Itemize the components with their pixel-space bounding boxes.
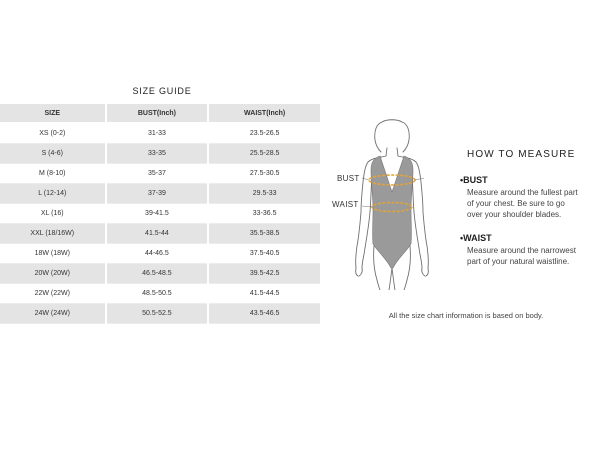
table-row (0, 204, 320, 224)
bust-instruction-line: Measure around the fullest part (467, 188, 578, 197)
how-to-measure-title: HOW TO MEASURE (467, 149, 576, 160)
cell-waist: 23.5-26.5 (209, 124, 320, 144)
bust-heading: •BUST (460, 175, 488, 185)
waist-label: WAIST (332, 200, 359, 209)
cell-bust: 31-33 (107, 124, 208, 144)
cell-size: XS (0-2) (0, 124, 105, 144)
cell-waist: 37.5-40.5 (209, 244, 320, 264)
table-row (0, 224, 320, 244)
footnote: All the size chart information is based on body. (388, 311, 544, 320)
cell-size: 22W (22W) (0, 284, 105, 304)
cell-size: 20W (20W) (0, 264, 105, 284)
cell-waist: 39.5-42.5 (209, 264, 320, 284)
cell-waist: 33-36.5 (209, 204, 320, 224)
cell-bust: 48.5-50.5 (107, 284, 208, 304)
body-measurement-figure (332, 118, 452, 290)
table-row (0, 304, 320, 324)
table-row (0, 184, 320, 204)
size-table (0, 104, 322, 324)
cell-waist: 27.5-30.5 (209, 164, 320, 184)
cell-size: L (12-14) (0, 184, 105, 204)
waist-heading: •WAIST (460, 233, 492, 243)
table-row (0, 264, 320, 284)
waist-instruction-line: Measure around the narrowest (467, 246, 576, 255)
cell-waist: 29.5-33 (209, 184, 320, 204)
column-header-bust: BUST(Inch) (107, 104, 208, 124)
cell-size: XL (16) (0, 204, 105, 224)
size-guide-title: SIZE GUIDE (132, 86, 192, 96)
cell-bust: 46.5-48.5 (107, 264, 208, 284)
cell-bust: 44-46.5 (107, 244, 208, 264)
cell-bust: 37-39 (107, 184, 208, 204)
cell-size: XXL (18/16W) (0, 224, 105, 244)
cell-size: M (8-10) (0, 164, 105, 184)
cell-waist: 25.5-28.5 (209, 144, 320, 164)
table-header-row (0, 104, 320, 124)
bust-instruction-line: over your shoulder blades. (467, 210, 562, 219)
cell-size: 24W (24W) (0, 304, 105, 324)
table-row (0, 284, 320, 304)
cell-size: S (4-6) (0, 144, 105, 164)
column-header-waist: WAIST(Inch) (209, 104, 320, 124)
waist-instruction-line: part of your natural waistline. (467, 257, 570, 266)
swimsuit-shape (371, 156, 413, 268)
table-row (0, 144, 320, 164)
bust-instruction-line: of your chest. Be sure to go (467, 199, 565, 208)
cell-waist: 41.5-44.5 (209, 284, 320, 304)
cell-bust: 35-37 (107, 164, 208, 184)
bust-label: BUST (337, 174, 360, 183)
table-row (0, 124, 320, 144)
table-row (0, 244, 320, 264)
cell-waist: 43.5-46.5 (209, 304, 320, 324)
cell-bust: 39-41.5 (107, 204, 208, 224)
table-row (0, 164, 320, 184)
cell-bust: 41.5-44 (107, 224, 208, 244)
cell-waist: 35.5-38.5 (209, 224, 320, 244)
cell-bust: 33-35 (107, 144, 208, 164)
column-header-size: SIZE (0, 104, 105, 124)
cell-bust: 50.5-52.5 (107, 304, 208, 324)
cell-size: 18W (18W) (0, 244, 105, 264)
